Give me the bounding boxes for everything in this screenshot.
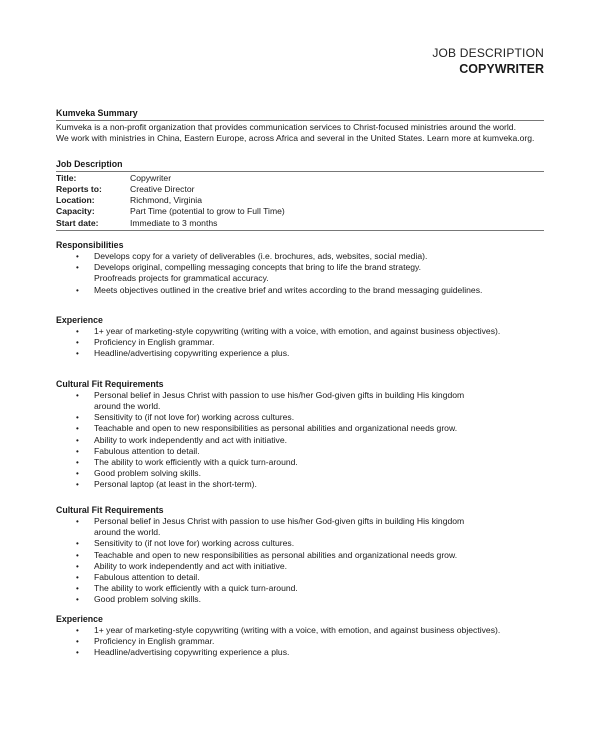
bullet-icon: • [76, 435, 79, 445]
list-item: • 1+ year of marketing-style copywriting (writing with a voice, with emotion, and against business objectives). [76, 326, 501, 337]
list-item: • The ability to work efficiently with a quick turn-around. [76, 583, 298, 594]
list-item: • Proficiency in English grammar. [76, 635, 215, 646]
field-value: Creative Director [130, 184, 195, 195]
bullet-icon: • [76, 469, 79, 479]
bullet-icon: • [76, 539, 79, 549]
field-value: Immediate to 3 months [130, 217, 218, 228]
list-item: • Fabulous attention to detail. [76, 571, 200, 582]
bullet-icon: • [76, 584, 79, 594]
list-item: • Teachable and open to new responsibilities as personal abilities and organizational needs grow. [76, 423, 458, 434]
experience-list [56, 625, 544, 659]
list-item: • Personal laptop (at least in the short-term). [76, 479, 257, 490]
field-label: Title: [56, 172, 77, 183]
list-item: • Fabulous attention to detail. [76, 445, 200, 456]
bullet-icon: • [76, 625, 79, 635]
bullet-icon: • [76, 550, 79, 560]
list-item: • Headline/advertising copywriting experience a plus. [76, 647, 290, 658]
bullet-icon: • [76, 572, 79, 582]
cultural-fit-heading: Cultural Fit Requirements [56, 378, 164, 389]
field-label: Start date: [56, 217, 99, 228]
bullet-icon: • [76, 413, 79, 423]
bullet-icon: • [76, 595, 79, 605]
document-body [56, 108, 544, 658]
cultural-fit-list [56, 390, 544, 491]
list-item: • Sensitivity to (if not love for) working across cultures. [76, 412, 295, 423]
list-item: • Sensitivity to (if not love for) working across cultures. [76, 538, 295, 549]
list-item: Proofreads projects for grammatical accuracy. [94, 273, 269, 284]
bullet-icon: • [76, 636, 79, 646]
field-label: Reports to: [56, 184, 102, 195]
experience-list [56, 326, 544, 360]
bullet-icon: • [76, 252, 79, 262]
list-item: • Good problem solving skills. [76, 594, 201, 605]
list-item: • Headline/advertising copywriting experience a plus. [76, 348, 290, 359]
experience-heading: Experience [56, 314, 103, 325]
responsibilities-list [56, 251, 544, 296]
cultural-fit-list [56, 516, 544, 606]
bullet-icon: • [76, 561, 79, 571]
summary-heading: Kumveka Summary [56, 108, 138, 118]
responsibilities-heading: Responsibilities [56, 239, 124, 250]
bullet-icon: • [76, 327, 79, 337]
list-item: around the world. [94, 527, 161, 538]
list-item: • Ability to work independently and act with initiative. [76, 434, 287, 445]
document-subtitle: COPYWRITER [459, 62, 544, 76]
experience-heading: Experience [56, 613, 103, 624]
field-label: Capacity: [56, 206, 95, 217]
bullet-icon: • [76, 349, 79, 359]
summary-line-2: We work with ministries in China, Eastern Europe, across Africa and several in the United States. Learn more at kumveka.org. [56, 133, 535, 144]
document-header [432, 46, 544, 76]
summary-line-1: Kumveka is a non-profit organization that provides communication services to Christ-focused ministries around the world. [56, 122, 516, 133]
list-item: • Meets objectives outlined in the creative brief and writes according to the brand messaging guidelines. [76, 284, 483, 295]
list-item: • Personal belief in Jesus Christ with passion to use his/her God-given gifts in building His kingdom [76, 515, 465, 526]
bullet-icon: • [76, 338, 79, 348]
list-item: • The ability to work efficiently with a quick turn-around. [76, 457, 298, 468]
job-fields-divider [56, 230, 544, 231]
job-description-heading: Job Description [56, 158, 123, 169]
list-item: • Ability to work independently and act with initiative. [76, 560, 287, 571]
cultural-fit-heading: Cultural Fit Requirements [56, 504, 164, 515]
document-title: JOB DESCRIPTION [432, 46, 544, 60]
bullet-icon: • [76, 516, 79, 526]
field-label: Location: [56, 195, 95, 206]
list-item: • Proficiency in English grammar. [76, 337, 215, 348]
bullet-icon: • [76, 390, 79, 400]
list-item: • Teachable and open to new responsibilities as personal abilities and organizational needs grow. [76, 549, 458, 560]
field-value: Part Time (potential to grow to Full Time) [130, 206, 285, 217]
job-description-divider [56, 171, 544, 172]
bullet-icon: • [76, 458, 79, 468]
bullet-icon: • [76, 285, 79, 295]
bullet-icon: • [76, 446, 79, 456]
list-item: • Develops copy for a variety of deliverables (i.e. brochures, ads, websites, social media). [76, 251, 428, 262]
list-item: • Develops original, compelling messaging concepts that bring to life the brand strategy. [76, 262, 422, 273]
field-value: Richmond, Virginia [130, 195, 202, 206]
list-item: around the world. [94, 401, 161, 412]
list-item: • Personal belief in Jesus Christ with passion to use his/her God-given gifts in building His kingdom [76, 389, 465, 400]
list-item: • Good problem solving skills. [76, 468, 201, 479]
summary-divider [56, 120, 544, 121]
bullet-icon: • [76, 263, 79, 273]
field-value: Copywriter [130, 172, 172, 183]
bullet-icon: • [76, 424, 79, 434]
bullet-icon: • [76, 648, 79, 658]
list-item: • 1+ year of marketing-style copywriting (writing with a voice, with emotion, and against business objectives). [76, 624, 501, 635]
job-fields [56, 173, 544, 229]
bullet-icon: • [76, 480, 79, 490]
